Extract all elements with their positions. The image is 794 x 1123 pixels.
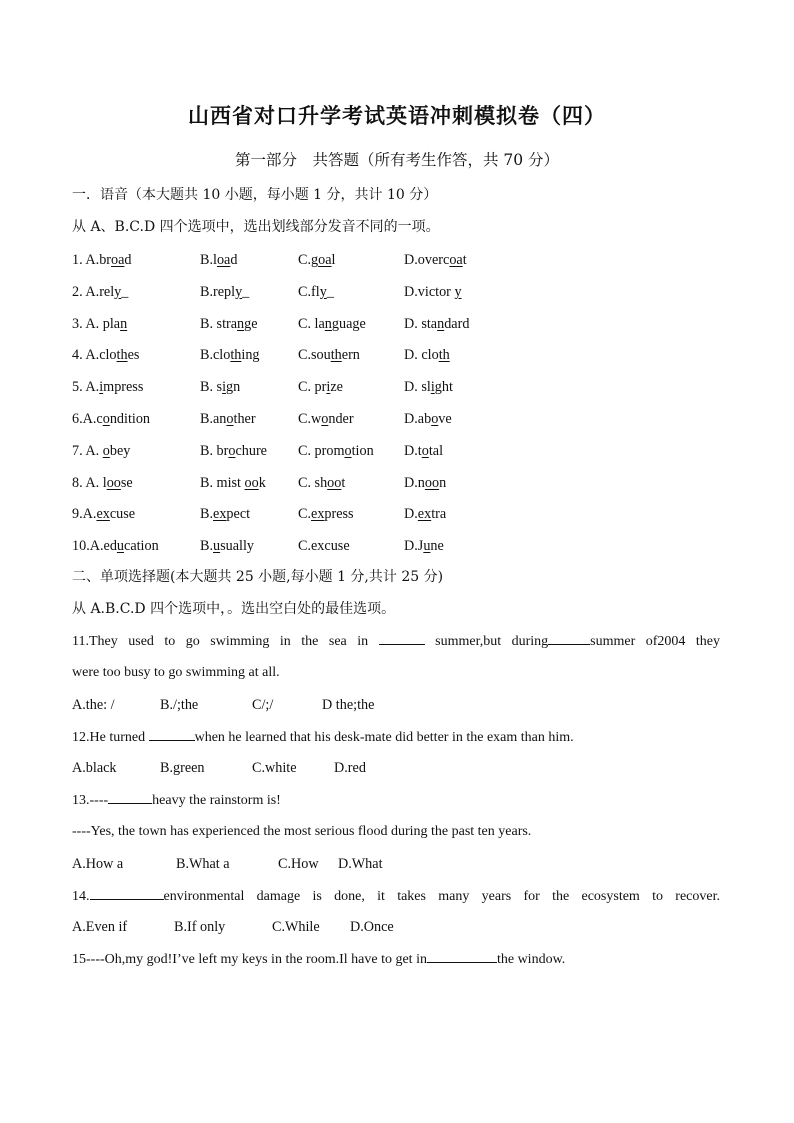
underlined-sound: ex xyxy=(311,506,325,523)
question-12-text-b: when he learned that his desk-mate did better in the exam than him. xyxy=(194,730,574,745)
question-14-blank[interactable] xyxy=(90,885,164,900)
underlined-sound: th xyxy=(230,347,242,364)
option-d[interactable] xyxy=(404,408,452,430)
underlined-sound: o xyxy=(421,442,429,459)
question-13-text-a: 13.---- xyxy=(72,793,109,808)
option-text-prefix: B. s xyxy=(200,379,223,396)
option-text-prefix: C.fl xyxy=(298,283,320,300)
option-text-suffix: bey xyxy=(109,442,131,459)
question-12 xyxy=(72,726,720,749)
option-d[interactable]: D the;the xyxy=(322,697,375,713)
option-text-prefix: B. xyxy=(200,506,214,523)
option-text-suffix: tion xyxy=(351,442,374,459)
option-text-prefix: C. la xyxy=(298,315,325,332)
option-b[interactable] xyxy=(200,535,254,557)
option-c[interactable] xyxy=(298,376,343,398)
option-text-prefix: 7. A. xyxy=(72,442,103,459)
option-text-prefix: D.J xyxy=(404,538,424,555)
option-text-prefix: D.n xyxy=(404,474,425,491)
option-text-prefix: D.t xyxy=(404,442,422,459)
option-text-prefix: 3. A. pla xyxy=(72,315,121,332)
part-one-subtitle: 第一部分 共答题（所有考生作答，共 70 分） xyxy=(234,151,560,169)
question-11-blank-2[interactable] xyxy=(548,630,590,645)
underlined-sound: o xyxy=(226,411,234,427)
option-text-prefix: C.w xyxy=(298,411,322,427)
option-b[interactable] xyxy=(200,376,240,398)
underlined-sound: th xyxy=(438,347,450,364)
question-11-text-a: 11.They used to go swimming in the sea in xyxy=(72,634,379,649)
option-d[interactable]: D.Once xyxy=(350,919,394,935)
underlined-sound: y xyxy=(454,283,462,300)
question-11 xyxy=(72,630,720,653)
section1-instruction: 从 A、B.C.D 四个选项中，选出划线部分发音不同的一项。 xyxy=(72,219,440,235)
option-text-suffix: guage xyxy=(331,315,366,332)
underlined-sound: oa xyxy=(216,252,231,268)
option-text-prefix: D.overc xyxy=(404,252,450,268)
option-text-prefix: D. clo xyxy=(404,347,439,364)
option-text-suffix: nder xyxy=(328,411,354,427)
section1-heading: 一．语音（本大题共 10 小题，每小题 1 分，共计 10 分） xyxy=(72,187,438,203)
underlined-sound: n xyxy=(120,315,128,332)
underlined-sound: i xyxy=(326,379,331,396)
question-11-text-b: summer,but during xyxy=(424,634,549,649)
option-text-suffix: cuse xyxy=(109,506,136,523)
question-14-text-a: 14. xyxy=(72,889,90,904)
underlined-sound: i xyxy=(222,379,227,396)
option-text-suffix: tra xyxy=(431,506,447,523)
underlined-sound: i xyxy=(99,379,104,396)
option-a[interactable]: A.How a xyxy=(72,856,124,872)
underlined-sound: i xyxy=(430,379,435,396)
option-text-suffix: ndition xyxy=(109,411,151,427)
option-text-suffix: n xyxy=(439,474,447,491)
question-13-line2: ----Yes, the town has experienced the most serious flood during the past ten years. xyxy=(72,824,532,839)
option-b[interactable] xyxy=(200,503,250,525)
option-c[interactable] xyxy=(298,313,366,335)
option-text-prefix: B. xyxy=(200,538,214,555)
option-text-prefix: 6.A.c xyxy=(72,411,103,427)
underlined-sound: th xyxy=(330,347,342,364)
underlined-sound: oo xyxy=(327,474,342,491)
option-d[interactable] xyxy=(404,313,469,335)
option-a[interactable]: A.Even if xyxy=(72,919,128,935)
option-text-prefix: B.an xyxy=(200,411,227,427)
underlined-sound: u xyxy=(213,538,221,555)
option-text-prefix: 2. A.rel xyxy=(72,283,115,300)
option-b[interactable] xyxy=(200,408,256,430)
option-text-suffix: es xyxy=(127,347,140,364)
underlined-sound: ex xyxy=(417,506,432,523)
option-text-suffix: ern xyxy=(341,347,360,364)
underlined-sound: th xyxy=(116,347,128,364)
option-text-prefix: C.sou xyxy=(298,347,331,364)
option-d[interactable] xyxy=(404,376,453,398)
option-text-suffix: _ xyxy=(242,283,250,300)
underlined-sound: oa xyxy=(111,252,125,268)
option-c[interactable] xyxy=(298,281,334,303)
option-text-prefix: D.ab xyxy=(404,411,432,427)
question-12-text-a: 12.He turned xyxy=(72,730,149,745)
option-d[interactable] xyxy=(404,440,443,462)
option-text-prefix: 10.A.ed xyxy=(72,538,117,555)
option-b[interactable]: B.What a xyxy=(176,856,230,872)
option-a[interactable] xyxy=(72,503,135,525)
option-text-suffix: gn xyxy=(226,379,241,396)
option-a[interactable] xyxy=(72,472,133,494)
question-14-text-b: environmental damage is done, it takes many years for the ecosystem to recover. xyxy=(163,889,720,904)
option-c[interactable] xyxy=(298,440,374,462)
option-a[interactable] xyxy=(72,313,127,335)
option-a[interactable] xyxy=(72,376,143,398)
option-b[interactable] xyxy=(200,440,267,462)
option-text-prefix: B. mist xyxy=(200,474,245,491)
question-12-blank[interactable] xyxy=(149,726,195,741)
option-c[interactable] xyxy=(298,249,335,271)
option-text-suffix: ve xyxy=(438,411,452,427)
underlined-sound: o xyxy=(228,442,236,459)
option-text-prefix: D. sl xyxy=(404,379,431,396)
underlined-sound: o xyxy=(102,411,110,427)
question-15-text-a: 15----Oh,my god!I’ve left my keys in the room.Il have to get in xyxy=(72,952,427,967)
option-c[interactable] xyxy=(298,408,354,430)
option-text-prefix: D. xyxy=(404,506,418,523)
underlined-sound: y xyxy=(114,283,122,300)
option-d[interactable] xyxy=(404,249,467,271)
option-b[interactable]: B./;the xyxy=(160,697,199,713)
question-14 xyxy=(72,885,720,908)
question-15-blank[interactable] xyxy=(427,948,497,963)
option-text-suffix: dard xyxy=(444,315,470,332)
underlined-sound: ex xyxy=(213,506,227,523)
underlined-sound: n xyxy=(237,315,245,332)
question-11-blank-1[interactable] xyxy=(379,630,425,645)
option-b[interactable] xyxy=(200,281,249,303)
underlined-sound: o xyxy=(102,442,110,459)
option-text-prefix: D.victor xyxy=(404,283,455,300)
underlined-sound: oo xyxy=(244,474,259,491)
option-a[interactable] xyxy=(72,440,130,462)
underlined-sound: o xyxy=(431,411,439,427)
option-a[interactable] xyxy=(72,249,132,271)
option-text-prefix: 5. A. xyxy=(72,379,100,396)
option-text-prefix: C. sh xyxy=(298,474,328,491)
option-b[interactable] xyxy=(200,313,258,335)
option-c[interactable]: C.While xyxy=(272,919,320,935)
option-text-prefix: B. stra xyxy=(200,315,238,332)
option-text-suffix: pect xyxy=(226,506,251,523)
option-d[interactable]: D.red xyxy=(334,760,366,776)
question-13-text-b: heavy the rainstorm is! xyxy=(152,793,281,808)
underlined-sound: o xyxy=(321,411,329,427)
option-text-prefix: B.repl xyxy=(200,283,236,300)
underlined-sound: n xyxy=(437,315,445,332)
option-c[interactable] xyxy=(298,472,345,494)
option-c[interactable] xyxy=(298,503,354,525)
underlined-sound: y xyxy=(319,283,327,300)
option-text-suffix: d xyxy=(124,252,132,268)
option-a[interactable]: A.the: / xyxy=(72,697,115,713)
option-b[interactable]: B.green xyxy=(160,760,205,776)
option-text-suffix: ge xyxy=(244,315,258,332)
underlined-sound: o xyxy=(344,442,352,459)
question-15-text-b: the window. xyxy=(496,952,566,967)
underlined-sound: u xyxy=(423,538,431,555)
underlined-sound: oa xyxy=(318,252,332,268)
option-text-prefix: C.g xyxy=(298,252,319,268)
option-text-prefix: C. prom xyxy=(298,442,345,459)
option-text-suffix: mpress xyxy=(103,379,144,396)
option-c[interactable] xyxy=(298,535,350,557)
underlined-sound: oo xyxy=(424,474,440,491)
option-text-suffix: sually xyxy=(220,538,254,555)
option-text-suffix: chure xyxy=(235,442,267,459)
underlined-sound: oa xyxy=(449,252,463,268)
option-b[interactable] xyxy=(200,344,260,366)
option-d[interactable] xyxy=(404,503,446,525)
option-text-suffix: _ xyxy=(326,283,334,300)
option-text-suffix: ze xyxy=(330,379,343,396)
option-b[interactable] xyxy=(200,472,266,494)
question-13 xyxy=(72,789,720,812)
option-text-suffix: d xyxy=(230,252,238,268)
option-text-prefix: B.l xyxy=(200,252,217,268)
option-text-prefix: 8. A. l xyxy=(72,474,107,491)
question-13-blank[interactable] xyxy=(108,789,152,804)
option-c[interactable]: C.How xyxy=(278,856,319,872)
option-d[interactable] xyxy=(404,472,446,494)
option-b[interactable] xyxy=(200,249,237,271)
option-text-prefix: 9.A. xyxy=(72,506,97,523)
underlined-sound: u xyxy=(116,538,125,555)
option-d[interactable]: D.What xyxy=(338,856,383,872)
option-text-prefix: B.clo xyxy=(200,347,231,364)
underlined-sound: ex xyxy=(96,506,110,523)
exam-title: 山西省对口升学考试英语冲刺模拟卷（四） xyxy=(188,104,606,128)
option-text-suffix: tal xyxy=(428,442,444,459)
option-text-prefix: D. sta xyxy=(404,315,438,332)
option-text-suffix: t xyxy=(341,474,346,491)
option-text-suffix: ght xyxy=(434,379,453,396)
section2-heading: 二、单项选择题(本大题共 25 小题,每小题 1 分,共计 25 分) xyxy=(72,569,444,585)
option-text-prefix: 4. A.clo xyxy=(72,347,117,364)
option-a[interactable] xyxy=(72,408,150,430)
option-c[interactable] xyxy=(298,344,360,366)
option-d[interactable] xyxy=(404,535,444,557)
option-text-suffix: ne xyxy=(430,538,444,555)
option-b[interactable]: B.If only xyxy=(174,919,226,935)
option-text-prefix: C.excuse xyxy=(298,538,350,555)
underlined-sound: y xyxy=(235,283,243,300)
section2-instruction: 从 A.B.C.D 四个选项中，。选出空白处的最佳选项。 xyxy=(72,601,396,617)
option-d[interactable] xyxy=(404,281,462,303)
option-text-suffix: l xyxy=(331,252,336,268)
question-15 xyxy=(72,948,720,971)
option-text-suffix: k xyxy=(258,474,266,491)
option-a[interactable] xyxy=(72,281,128,303)
question-11-text-c: summer of2004 they xyxy=(590,634,721,649)
option-a[interactable] xyxy=(72,344,139,366)
option-text-prefix: C. pr xyxy=(298,379,327,396)
option-text-suffix: ing xyxy=(241,347,260,364)
option-a[interactable]: A.black xyxy=(72,760,117,776)
option-c[interactable]: C.white xyxy=(252,760,297,776)
option-text-suffix: press xyxy=(324,506,354,523)
option-text-suffix: cation xyxy=(124,538,159,555)
option-text-prefix: 1. A.br xyxy=(72,252,112,268)
option-text-suffix: t xyxy=(462,252,467,268)
option-text-suffix: _ xyxy=(121,283,129,300)
underlined-sound: oo xyxy=(106,474,121,491)
option-text-prefix: C. xyxy=(298,506,312,523)
option-c[interactable]: C/;/ xyxy=(252,697,274,713)
underlined-sound: n xyxy=(324,315,332,332)
question-11-line2: were too busy to go swimming at all. xyxy=(72,665,280,680)
option-text-suffix: ther xyxy=(233,411,256,427)
option-d[interactable] xyxy=(404,344,450,366)
option-text-suffix: se xyxy=(120,474,133,491)
option-a[interactable] xyxy=(72,535,159,557)
option-text-prefix: B. br xyxy=(200,442,229,459)
